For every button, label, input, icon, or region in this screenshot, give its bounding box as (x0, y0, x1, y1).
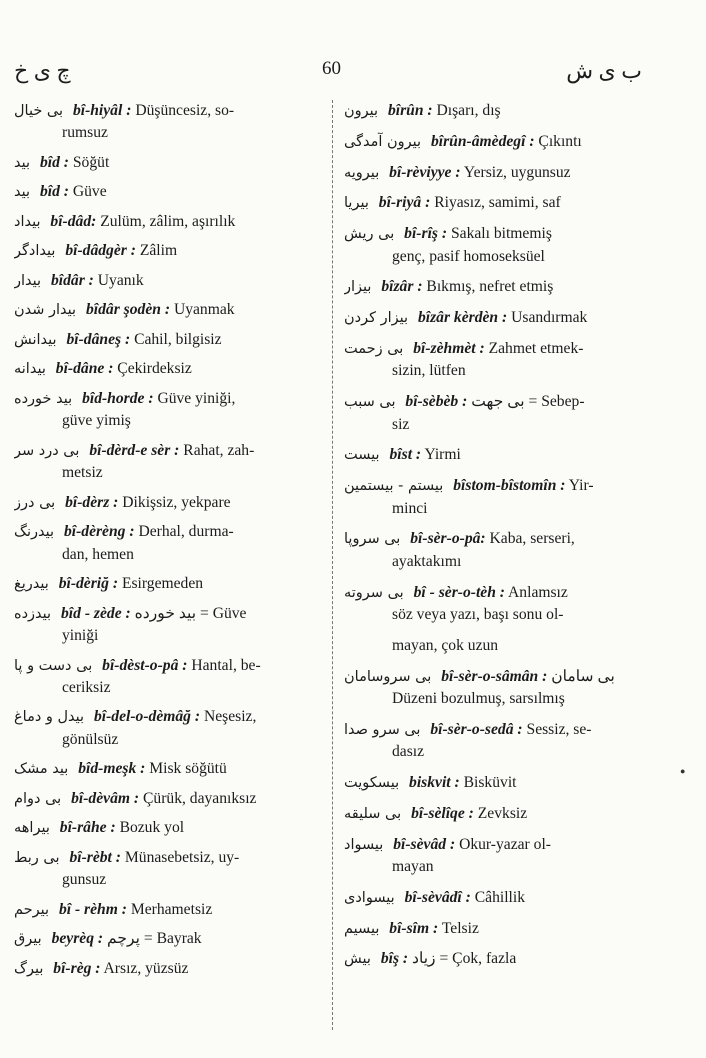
definition: Neşesiz, (203, 708, 257, 726)
definition: Câhillik (474, 888, 526, 906)
transliteration: bî-riyâ : (378, 194, 431, 212)
entry-first-line (344, 918, 648, 940)
definition: بی جهت = Sebep- (471, 393, 585, 411)
transliteration: bîdâr : (50, 271, 94, 289)
entry-first-line (14, 181, 322, 203)
entry-first-line (14, 758, 322, 780)
persian-headword: بیدرنگ (14, 524, 55, 541)
transliteration: bîrûn : (387, 102, 433, 119)
dictionary-entry (14, 240, 322, 262)
persian-headword: بیسکویت (344, 775, 400, 791)
transliteration: bîzâr kèrdèn : (417, 309, 508, 327)
transliteration: bî-dâneş : (66, 330, 131, 348)
transliteration: bî - rèhm : (58, 900, 127, 918)
entry-first-line (344, 475, 648, 497)
transliteration: bî-sèvâd : (393, 835, 456, 853)
dictionary-entry (14, 817, 322, 839)
persian-headword: بی ربط (14, 849, 60, 866)
transliteration: bî-del-o-dèmâğ : (93, 708, 201, 726)
persian-headword: بید (14, 154, 31, 171)
definition: Derhal, durma- (138, 523, 234, 541)
transliteration: bîrûn-âmèdegî : (430, 132, 535, 150)
transliteration: bî-dèvâm : (71, 789, 140, 807)
definition: Bozuk yol (119, 819, 185, 837)
definition: Uyanmak (173, 301, 235, 319)
header-right-guide-word: ب ی ش (566, 58, 642, 83)
transliteration: bîd : (39, 153, 69, 171)
column-divider (332, 100, 333, 1030)
definition: Sakalı bitmemiş (450, 225, 552, 243)
persian-headword: بیزار (344, 279, 372, 296)
entry-first-line (14, 492, 322, 514)
persian-headword: بیسوادی (344, 889, 395, 906)
entry-first-line (344, 582, 648, 604)
entry-first-line (14, 928, 322, 950)
definition-continuation: sizin, lütfen (392, 362, 466, 380)
dictionary-entry (14, 758, 322, 780)
page-number: 60 (322, 58, 341, 79)
definition: Arsız, yüzsüz (103, 959, 189, 977)
entry-first-line (344, 834, 648, 856)
persian-headword: بید خورده (14, 390, 73, 407)
dictionary-entry (14, 299, 322, 321)
transliteration: bîd - zède : (61, 604, 131, 622)
definition-continuation: dan, hemen (62, 545, 134, 563)
definition: Yirmi (424, 446, 461, 464)
definition-continuation: metsiz (62, 464, 103, 482)
persian-headword: بیدانه (14, 361, 46, 378)
transliteration: bîd-meşk : (78, 760, 146, 778)
dictionary-entry (14, 573, 322, 595)
transliteration: biskvit : (409, 774, 460, 791)
definition: Güve (72, 183, 107, 201)
dictionary-entry (14, 358, 322, 380)
entry-first-line (344, 528, 648, 550)
dictionary-entry (14, 270, 322, 292)
entry-first-line (344, 338, 648, 360)
transliteration: bî-règ : (53, 959, 101, 977)
entry-first-line (14, 958, 322, 980)
definition-continuation: yiniği (62, 627, 99, 645)
definition: Esirgemeden (121, 575, 204, 593)
transliteration: bî-sèvâdî : (404, 888, 471, 906)
definition: Bıkmış, nefret etmiş (426, 278, 554, 296)
definition: Cahil, bilgisiz (134, 330, 222, 348)
entry-first-line (14, 521, 322, 543)
definition-continuation: rumsuz (62, 124, 108, 142)
definition: Dışarı, dış (436, 102, 501, 119)
dictionary-entry (344, 887, 648, 909)
persian-headword: بی سرو صدا (344, 721, 421, 738)
entry-first-line (344, 307, 648, 329)
transliteration: bî-dèrèng : (63, 523, 135, 541)
entry-first-line (14, 211, 322, 233)
persian-headword: بیزار کردن (344, 310, 409, 327)
definition: Merhametsiz (130, 900, 213, 918)
definition-continuation: gönülsüz (62, 730, 119, 748)
definition-continuation: mayan (392, 858, 434, 875)
definition: Münasebetsiz, uy- (124, 848, 240, 866)
dictionary-entry (14, 100, 322, 145)
persian-headword: بی ریش (344, 226, 395, 243)
definition: Güve yiniği, (157, 389, 236, 407)
definition-continuation: güve yimiş (62, 412, 131, 430)
transliteration: bîd-horde : (82, 389, 154, 407)
persian-headword: بی سروته (344, 584, 404, 601)
entry-first-line (14, 788, 322, 810)
dictionary-entry (344, 948, 648, 970)
dictionary-entry (14, 655, 322, 700)
dictionary-entry (14, 388, 322, 433)
dictionary-entry (344, 475, 648, 520)
transliteration: bî-sèr-o-pâ: (410, 530, 486, 548)
definition-continuation: söz veya yazı, başı sonu ol- (392, 606, 564, 623)
entry-first-line (14, 655, 322, 677)
transliteration: bîstom-bîstomîn : (453, 477, 566, 495)
entry-first-line (344, 192, 648, 214)
persian-headword: بیرون (344, 103, 379, 119)
definition: Düşüncesiz, so- (135, 102, 235, 119)
definition: Çürük, dayanıksız (143, 789, 257, 807)
dictionary-entry (344, 918, 648, 940)
definition: Çekirdeksiz (117, 360, 192, 378)
dictionary-entry (344, 131, 648, 153)
definition: Sessiz, se- (526, 720, 592, 738)
persian-headword: بی سروپا (344, 531, 401, 548)
transliteration: beyrèq : (51, 930, 104, 948)
entry-first-line (344, 666, 648, 688)
persian-headword: بی سلیقه (344, 805, 402, 822)
entry-first-line (14, 240, 322, 262)
dictionary-entry (344, 338, 648, 383)
definition-continuation: gunsuz (62, 871, 107, 889)
entry-first-line (14, 358, 322, 380)
dictionary-entry (344, 719, 648, 764)
transliteration: bî-dâd: (50, 212, 97, 230)
dictionary-entry (344, 192, 648, 214)
persian-headword: بی دست و پا (14, 657, 93, 674)
dictionary-entry (14, 181, 322, 203)
persian-headword: بیرحم (14, 901, 50, 918)
definition: Riyasız, samimi, saf (434, 194, 561, 212)
dictionary-entry (14, 211, 322, 233)
persian-headword: بی درد سر (14, 442, 80, 459)
dictionary-entry (14, 152, 322, 174)
definition: زیاد = Çok, fazla (412, 950, 517, 968)
persian-headword: بیدانش (14, 331, 57, 348)
definition: Uyanık (97, 271, 144, 289)
dictionary-entry (14, 788, 322, 810)
entry-first-line (14, 329, 322, 351)
definition: Hantal, be- (191, 656, 261, 674)
transliteration: bî-rîş : (404, 225, 448, 243)
dictionary-entry (344, 803, 648, 825)
entry-first-line (344, 131, 648, 153)
transliteration: bîzâr : (381, 278, 423, 296)
right-column (344, 100, 648, 979)
definition: بی سامان (551, 667, 615, 685)
persian-headword: بی زحمت (344, 340, 404, 357)
entry-first-line (14, 573, 322, 595)
persian-headword: بیریا (344, 195, 369, 212)
entry-first-line (14, 706, 322, 728)
page-header (0, 58, 706, 86)
transliteration: bî-zèhmèt : (413, 339, 485, 357)
persian-headword: بیرگ (14, 960, 44, 977)
transliteration: bîş : (380, 950, 409, 968)
persian-headword: بیرویه (344, 164, 380, 181)
header-left-guide-word: ﭺ ی خ (14, 58, 71, 83)
persian-headword: بی سبب (344, 394, 396, 411)
definition-continuation: siz (392, 415, 410, 433)
transliteration: bî - sèr-o-tèh : (413, 583, 505, 601)
dictionary-entry (14, 899, 322, 921)
dictionary-entry (344, 834, 648, 879)
definition-continuation: genç, pasif homoseksüel (392, 247, 545, 265)
persian-headword: بیسیم (344, 920, 380, 937)
persian-headword: بیدار شدن (14, 302, 77, 319)
transliteration: bî-dèrd-e sèr : (89, 441, 180, 459)
entry-first-line (14, 299, 322, 321)
entry-first-line (14, 847, 322, 869)
definition: Rahat, zah- (183, 441, 255, 459)
transliteration: bî-hiyâl : (72, 102, 132, 119)
transliteration: bîdâr şodèn : (85, 301, 171, 319)
transliteration: bî-sèbèb : (405, 393, 468, 411)
persian-headword: بیست (344, 447, 380, 464)
definition: Yir- (568, 477, 594, 495)
persian-headword: بیراهه (14, 820, 50, 837)
dictionary-entry (344, 635, 648, 657)
dictionary-entry (344, 772, 648, 794)
dictionary-entry (344, 276, 648, 298)
persian-headword: بیدار (14, 272, 42, 289)
transliteration: bî-sèlîqe : (411, 804, 474, 822)
persian-headword: بیداد (14, 213, 41, 230)
definition: Okur-yazar ol- (459, 835, 551, 853)
dictionary-entry (14, 958, 322, 980)
entry-first-line (14, 817, 322, 839)
entry-first-line (14, 388, 322, 410)
entry-first-line (344, 391, 648, 413)
dictionary-entry (344, 307, 648, 329)
dictionary-entry (344, 162, 648, 184)
dictionary-entry (14, 603, 322, 648)
definition: Usandırmak (511, 309, 588, 327)
entry-first-line (14, 440, 322, 462)
dictionary-entry (14, 928, 322, 950)
definition-continuation: ceriksiz (62, 678, 111, 696)
definition-continuation: dasız (392, 743, 425, 761)
dictionary-entry (344, 100, 648, 122)
transliteration: bîd : (39, 183, 69, 201)
definition: Anlamsız (508, 583, 568, 601)
transliteration: bî-dèriğ : (58, 575, 119, 593)
dictionary-entry (14, 440, 322, 485)
definition-continuation: ayaktakımı (392, 552, 462, 570)
definition: پرچم = Bayrak (107, 930, 202, 948)
entry-first-line (14, 270, 322, 292)
persian-headword: بیدادگر (14, 243, 56, 260)
dictionary-entry (14, 706, 322, 751)
definition: Zevksiz (477, 804, 528, 822)
entry-first-line (344, 100, 648, 122)
entry-first-line (14, 100, 322, 122)
persian-headword: بیش (344, 951, 371, 968)
entry-first-line (344, 444, 648, 466)
transliteration: bîst : (389, 446, 422, 464)
dictionary-entry (344, 444, 648, 466)
persian-headword: بی سروسامان (344, 668, 432, 685)
left-column (14, 100, 322, 987)
entry-first-line (14, 152, 322, 174)
dictionary-entry (344, 223, 648, 268)
definition: Zahmet etmek- (488, 339, 584, 357)
entry-first-line (344, 772, 648, 794)
dictionary-entry (14, 847, 322, 892)
dictionary-entry (344, 582, 648, 627)
entry-first-line (344, 162, 648, 184)
definition: Yersiz, uygunsuz (463, 163, 571, 181)
dictionary-entry (344, 666, 648, 711)
definition: Telsiz (441, 919, 479, 937)
entry-first-line (344, 276, 648, 298)
definition: بید خورده = Güve (134, 604, 247, 622)
dictionary-entry (14, 492, 322, 514)
transliteration: bî-rèviyye : (389, 163, 461, 181)
transliteration: bî-sîm : (389, 919, 439, 937)
definition: Söğüt (72, 153, 110, 171)
dictionary-entry (344, 391, 648, 436)
definition-continuation: Düzeni bozulmuş, sarsılmış (392, 690, 565, 707)
entry-first-line (344, 948, 648, 970)
dictionary-entry (14, 329, 322, 351)
definition: Zulüm, zâlim, aşırılık (100, 212, 236, 230)
transliteration: bî-dèst-o-pâ : (102, 656, 188, 674)
transliteration: bî-dâdgèr : (65, 242, 136, 260)
definition: Bisküvit (463, 774, 517, 791)
entry-first-line (344, 887, 648, 909)
definition: Misk söğütü (149, 760, 227, 778)
persian-headword: بیدریغ (14, 576, 49, 593)
persian-headword: بیرون آمدگی (344, 133, 422, 150)
definition: Dikişsiz, yekpare (122, 493, 231, 511)
persian-headword: بی خیال (14, 103, 64, 119)
definition-continuation: mayan, çok uzun (392, 636, 499, 654)
definition: Zâlim (139, 242, 178, 260)
entry-first-line (14, 899, 322, 921)
persian-headword: بیرق (14, 931, 42, 948)
definition: Çıkıntı (538, 132, 582, 150)
entry-first-line (344, 719, 648, 741)
transliteration: bî-dâne : (55, 360, 114, 378)
dictionary-entry (344, 528, 648, 573)
persian-headword: بیدل و دماغ (14, 709, 85, 726)
persian-headword: بی درز (14, 494, 56, 511)
definition-continuation: minci (392, 499, 428, 517)
transliteration: bî-rèbt : (69, 848, 121, 866)
persian-headword: بید (14, 184, 31, 201)
persian-headword: بیسواد (344, 836, 384, 853)
transliteration: bî-sèr-o-sâmân : (441, 667, 548, 685)
entry-first-line (344, 223, 648, 245)
margin-speck: ● (680, 766, 686, 776)
dictionary-entry (14, 521, 322, 566)
persian-headword: بیستم - بیستمین (344, 478, 444, 495)
entry-first-line (14, 603, 322, 625)
transliteration: bî-dèrz : (65, 493, 119, 511)
transliteration: bî-râhe : (59, 819, 116, 837)
definition: Kaba, serseri, (489, 530, 575, 548)
persian-headword: بید مشک (14, 761, 69, 778)
entry-first-line (344, 803, 648, 825)
persian-headword: بیدزده (14, 605, 52, 622)
persian-headword: بی دوام (14, 790, 62, 807)
transliteration: bî-sèr-o-sedâ : (430, 720, 523, 738)
